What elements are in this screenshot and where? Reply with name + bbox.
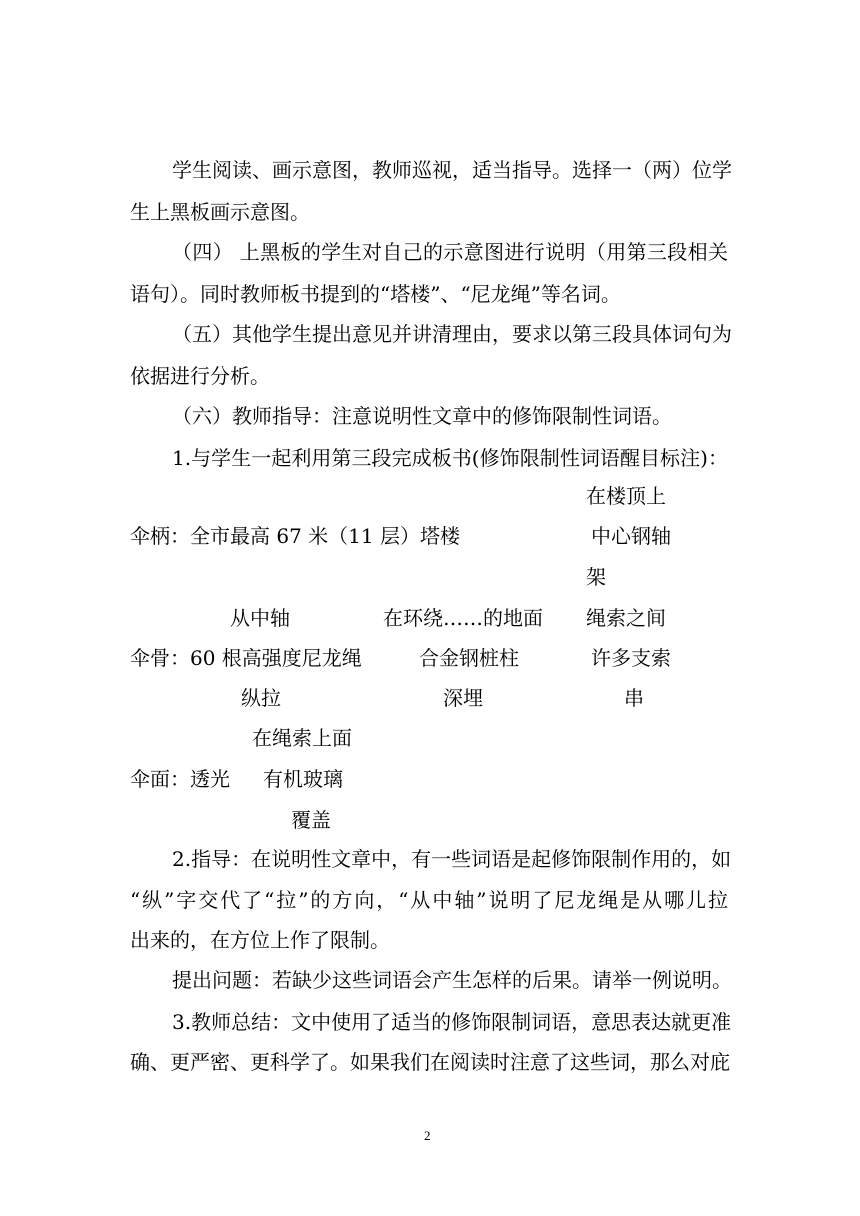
board-text: 架	[586, 565, 606, 589]
paragraph-line: 语句）。同时教师板书提到的“塔楼”、“尼龙绳”等名词。	[130, 282, 621, 306]
board-text: 在绳索上面	[252, 726, 352, 750]
paragraph-line: （五）其他学生提出意见并讲清理由，要求以第三段具体词句为	[172, 322, 732, 346]
board-text: 深埋	[443, 686, 483, 710]
board-text: 伞柄：全市最高 67 米（11 层）塔楼	[130, 524, 460, 548]
paragraph-line: 出来的，在方位上作了限制。	[130, 928, 390, 952]
board-text: 绳索之间	[586, 606, 666, 630]
board-text: 伞骨：60 根高强度尼龙绳	[130, 646, 362, 670]
board-text: 覆盖	[291, 808, 331, 832]
board-text: 纵拉	[241, 686, 281, 710]
paragraph-line: 生上黑板画示意图。	[130, 200, 310, 224]
page-number: 2	[424, 1128, 431, 1143]
paragraph-line: 学生阅读、画示意图，教师巡视，适当指导。选择一（两）位学	[172, 158, 732, 182]
paragraph-line: （四） 上黑板的学生对自己的示意图进行说明（用第三段相关	[172, 240, 728, 264]
paragraph-line: 提出问题：若缺少这些词语会产生怎样的后果。请举一例说明。	[172, 968, 732, 992]
paragraph-line: （六）教师指导：注意说明性文章中的修饰限制性词语。	[172, 404, 672, 428]
paragraph-line: 确、更严密、更科学了。如果我们在阅读时注意了这些词，那么对庇	[130, 1050, 730, 1074]
paragraph-line: 1.与学生一起利用第三段完成板书(修饰限制性词语醒目标注)：	[172, 446, 728, 470]
board-text: 中心钢轴	[591, 524, 671, 548]
board-text: 在环绕……的地面	[383, 606, 543, 630]
paragraph-line: “纵”字交代了“拉”的方向，“从中轴”说明了尼龙绳是从哪儿拉	[130, 888, 728, 912]
board-text: 有机玻璃	[263, 767, 343, 791]
board-text: 从中轴	[230, 606, 290, 630]
paragraph-line: 3.教师总结：文中使用了适当的修饰限制词语，意思表达就更准	[172, 1010, 732, 1034]
board-text: 在楼顶上	[586, 484, 666, 508]
board-text: 串	[624, 686, 644, 710]
board-text: 伞面：透光	[130, 767, 230, 791]
board-text: 合金钢桩柱	[419, 646, 519, 670]
board-text: 许多支索	[591, 646, 671, 670]
paragraph-line: 依据进行分析。	[130, 364, 270, 388]
paragraph-line: 2.指导：在说明性文章中，有一些词语是起修饰限制作用的，如	[172, 847, 732, 871]
